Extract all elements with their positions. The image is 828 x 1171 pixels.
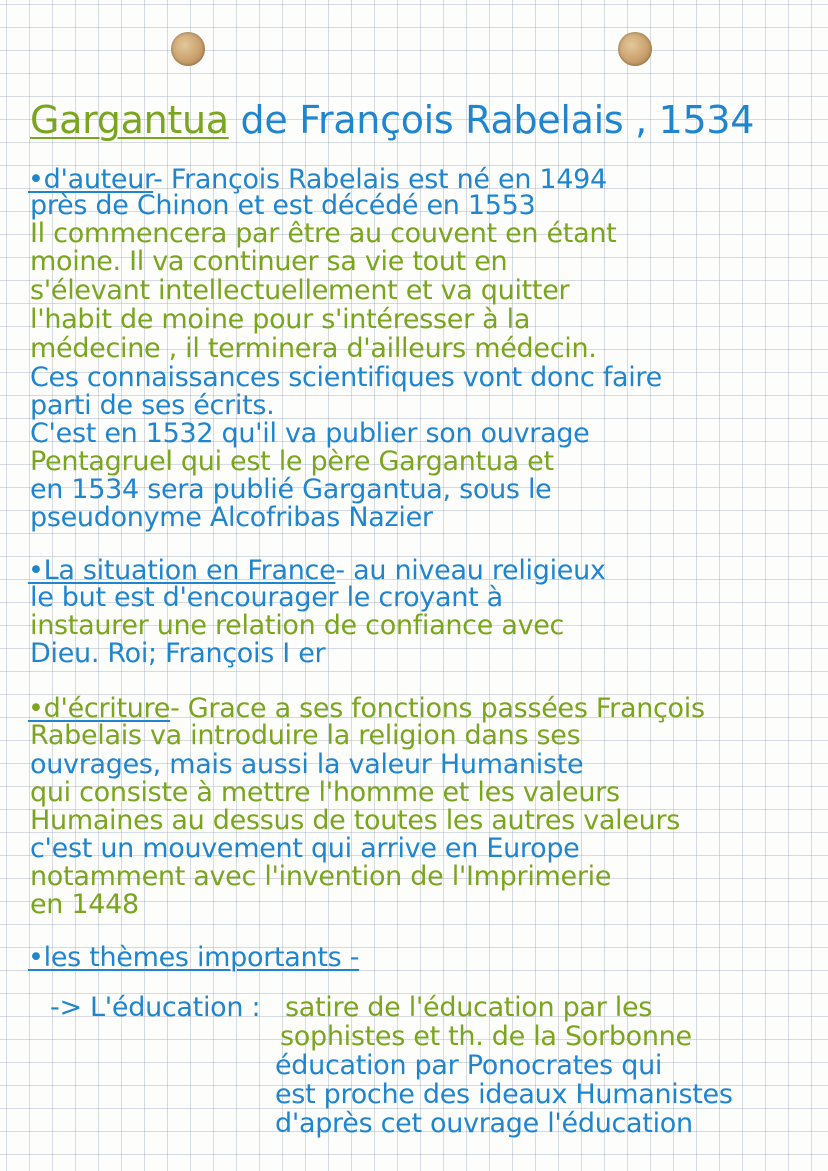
ecriture-line-3: qui consiste à mettre l'homme et les valeurs [30,777,620,808]
situation-heading: •La situation en France [28,555,336,586]
themes-heading: •les thèmes importants - [28,942,360,973]
ecriture-line-0: •d'écriture- Grace a ses fonctions passées François [28,693,705,724]
title-rest: de François Rabelais , 1534 [240,98,755,142]
binder-hole-right [618,32,652,66]
auteur-line-8: parti de ses écrits. [30,390,275,421]
education-line-3: est proche des ideaux Humanistes [275,1079,733,1110]
situation-line-3: Dieu. Roi; François I er [30,638,326,669]
ecriture-line-6: notamment avec l'invention de l'Imprimerie [30,861,612,892]
education-line-0: satire de l'éducation par les [285,992,653,1023]
title-main: Gargantua [30,98,229,142]
ecriture-line-1: Rabelais va introduire la religion dans ses [30,720,581,751]
ecriture-line-4: Humaines au dessus de toutes les autres valeurs [30,805,681,836]
auteur-heading: •d'auteur [28,164,154,195]
page-title [30,100,754,140]
auteur-line-0: •d'auteur- François Rabelais est né en 1494 [28,164,607,195]
education-line-1: sophistes et th. de la Sorbonne [280,1021,692,1052]
auteur-line-7: Ces connaissances scientifiques vont donc faire [30,362,662,393]
situation-line-1: le but est d'encourager le croyant à [30,582,503,613]
auteur-line-2: Il commencera par être au couvent en étant [30,218,617,249]
education-line-2: éducation par Ponocrates qui [275,1050,663,1081]
auteur-line-9: C'est en 1532 qu'il va publier son ouvrage [30,418,590,449]
auteur-line-6: médecine , il terminera d'ailleurs médecin. [30,333,597,364]
auteur-line-4: s'élevant intellectuellement et va quitter [30,275,570,306]
education-label: -> L'éducation : [50,992,261,1023]
auteur-line-5: l'habit de moine pour s'intéresser à la [30,304,531,335]
situation-line-2: instaurer une relation de confiance avec [30,610,565,641]
ecriture-line-2: ouvrages, mais aussi la valeur Humaniste [30,749,584,780]
auteur-line-1: près de Chinon et est décédé en 1553 [30,190,536,221]
auteur-line-10: Pentagruel qui est le père Gargantua et [30,446,554,477]
education-line-4: d'après cet ouvrage l'éducation [275,1108,693,1139]
auteur-line-12: pseudonyme Alcofribas Nazier [30,502,433,533]
auteur-line-11: en 1534 sera publié Gargantua, sous le [30,474,552,505]
ecriture-line-7: en 1448 [30,889,139,920]
situation-line-0: •La situation en France- au niveau religieux [28,555,606,586]
binder-hole-left [171,32,205,66]
ecriture-heading: •d'écriture [28,693,171,724]
ecriture-line-5: c'est un mouvement qui arrive en Europe [30,833,580,864]
auteur-line-3: moine. Il va continuer sa vie tout en [30,246,508,277]
